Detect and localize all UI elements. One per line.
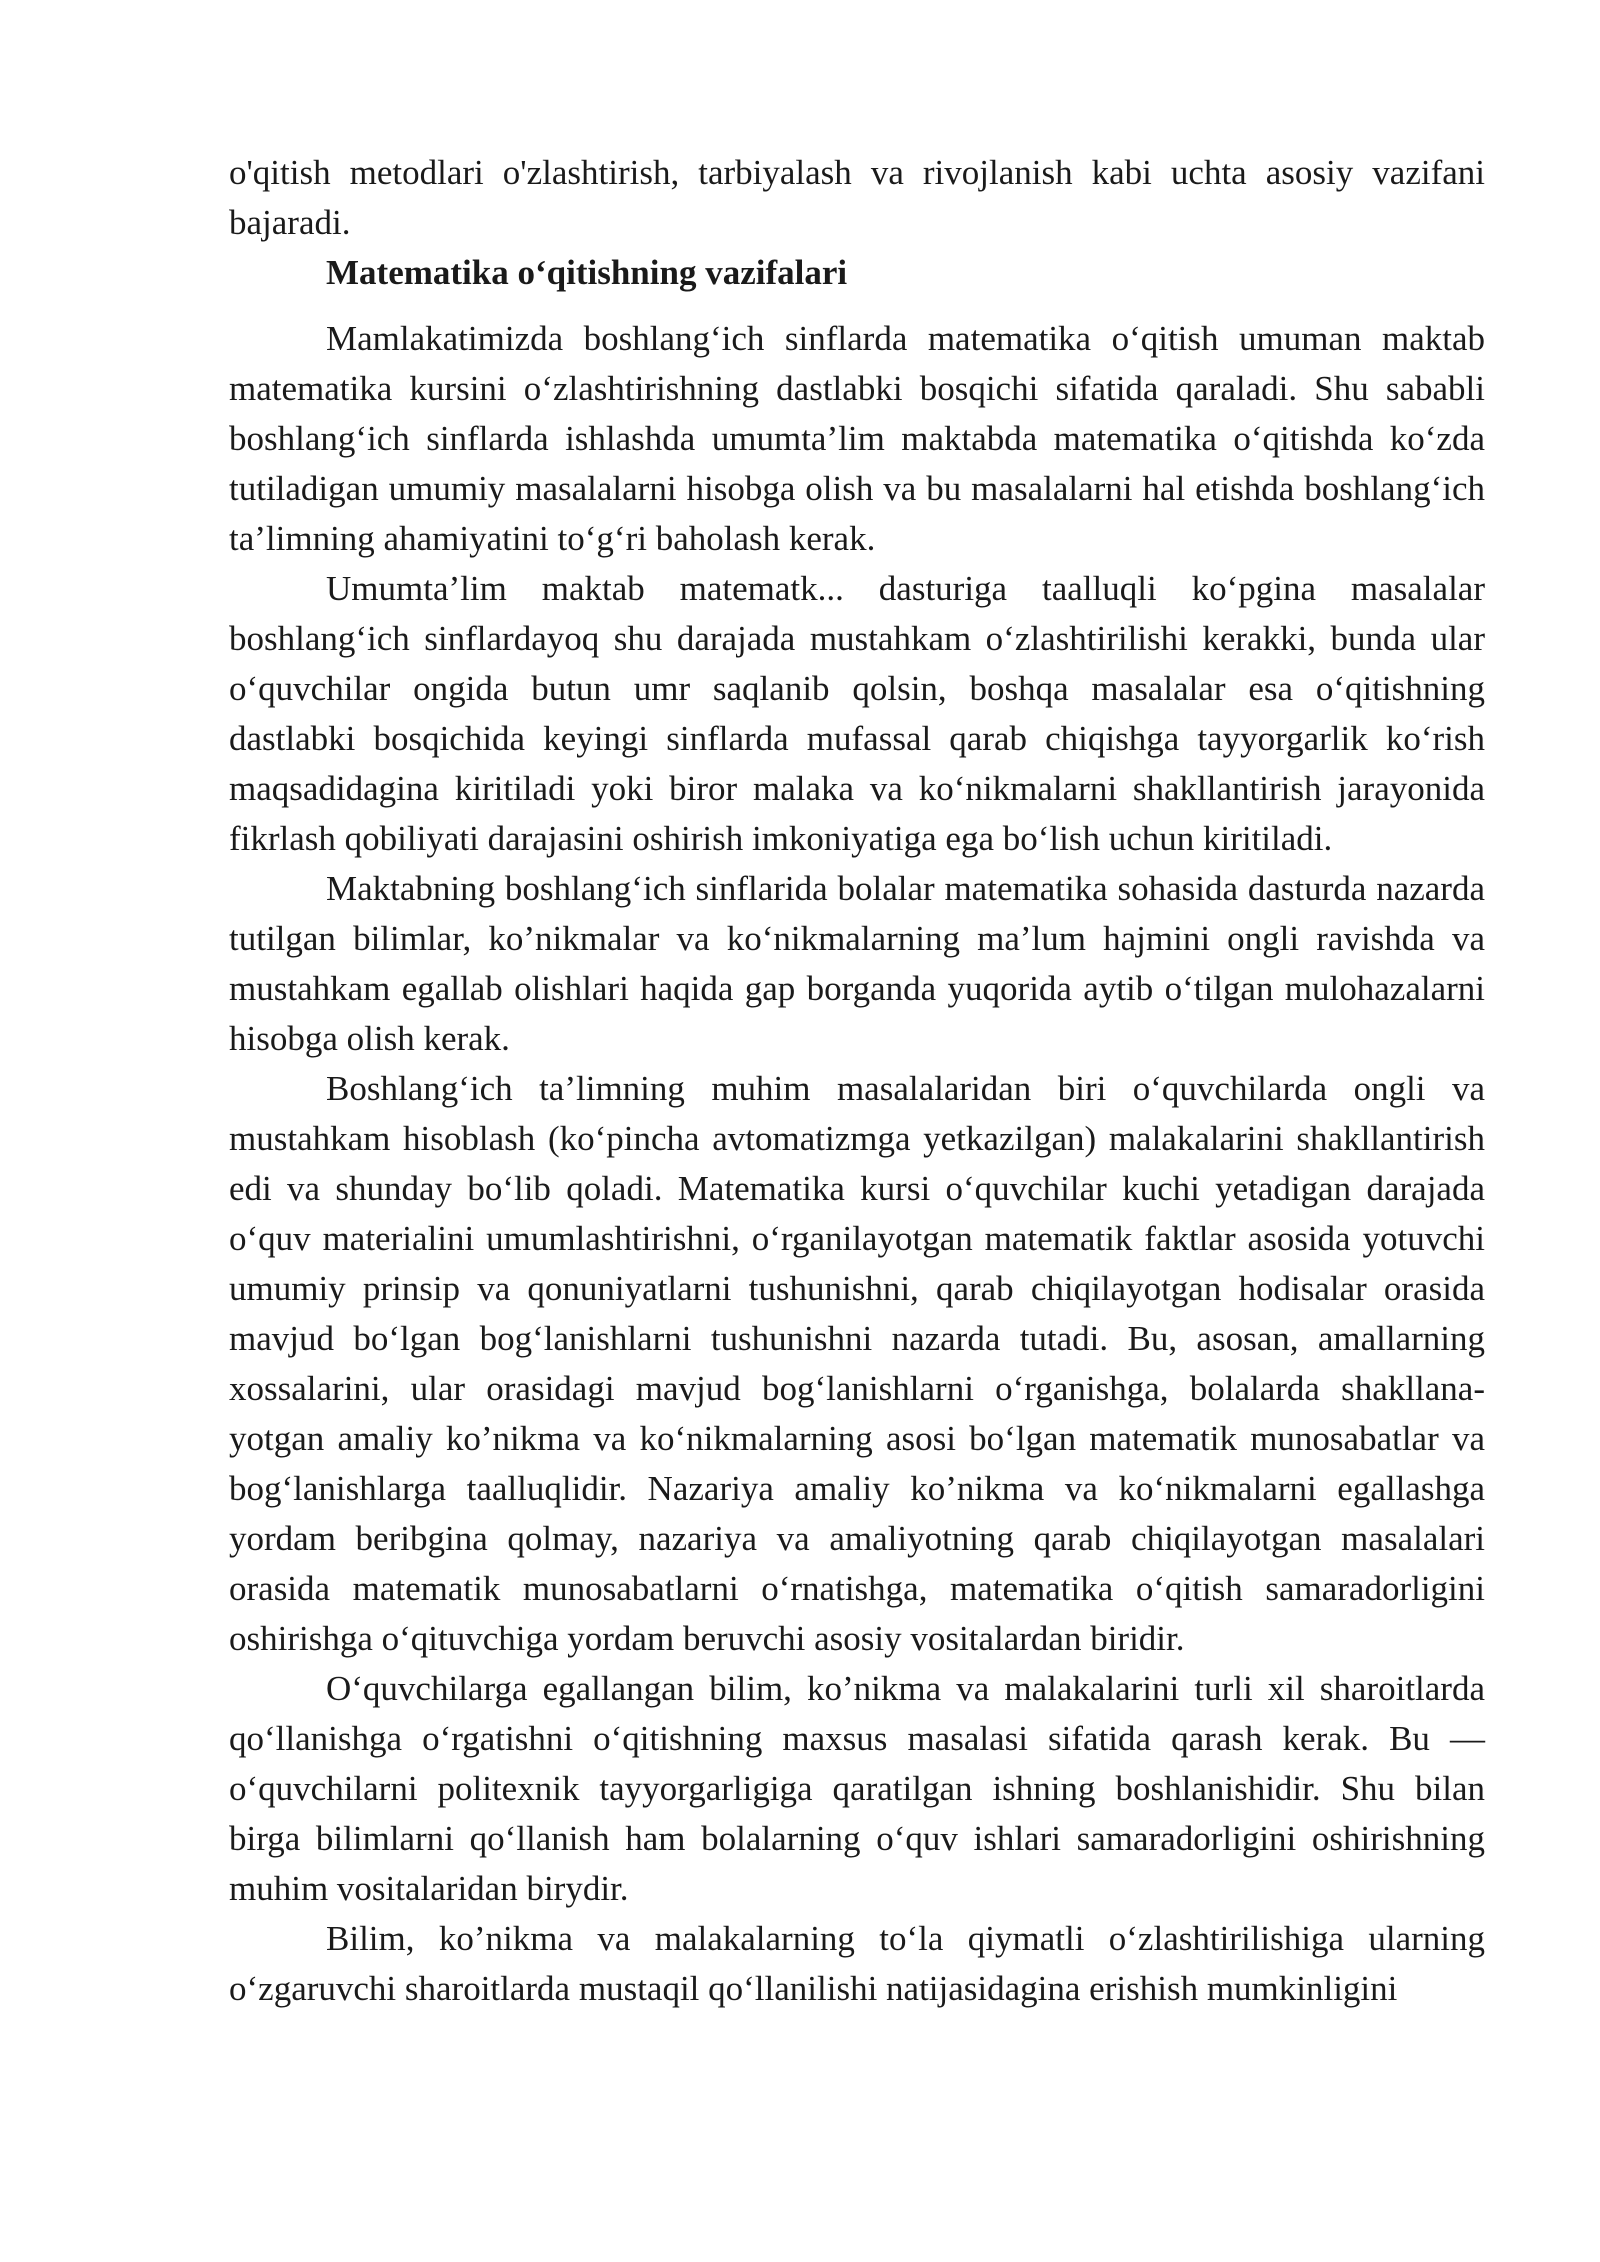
section-heading: Matematika o‘qitishning vazifalari (326, 253, 848, 292)
paragraph-1: Mamlakatimizda boshlang‘ich sinflarda matematika o‘qitish umuman maktab matematika kursini o‘zlashtirishning dastlabki bosqichi sifatida qaraladi. Shu sababli boshlang‘ich sinflarda ishlashda umumta’lim maktabda matematika o‘qitishda ko‘zda tutiladigan umumiy masalalarni hisobga olish va bu masalalarni hal etishda boshlang‘ich ta’limning ahamiyatini to‘g‘ri baholash kerak. (229, 319, 1485, 558)
paragraph-4: Boshlang‘ich ta’limning muhim masalalaridan biri o‘quvchilarda ongli va mustahkam hisoblash (ko‘pincha avtomatizmga yetkazilgan) malakalarini shakllantirish edi va shunday bo‘lib qoladi. Matematika kursi o‘quvchilar kuchi yetadigan darajada o‘quv materialini umumlashtirishni, o‘rganilayotgan matematik faktlar asosida yotuvchi umumiy prinsip va qonuniyatlarni tushunishni, qarab chiqilayotgan hodisalar orasida mavjud bo‘lgan bog‘lanishlarni tushunishni nazarda tutadi. Bu, asosan, amallarning xossalarini, ular orasidagi mavjud bog‘lanishlarni o‘rganishga, bolalarda shakllana- yotgan amaliy ko’nikma va ko‘nikmalarning asosi bo‘lgan matematik munosabatlar va bog‘lanishlarga taalluqlidir. Nazariya amaliy ko’nikma va ko‘nikmalarni egallashga yordam beribgina qolmay, nazariya va amaliyotning qarab chiqilayotgan masalalari orasida matematik munosabatlarni o‘rnatishga, matematika o‘qitish samaradorligini oshirishga o‘qituvchiga yordam beruvchi asosiy vositalardan biridir. (229, 1069, 1485, 1658)
paragraph-6: Bilim, ko’nikma va malakalarning to‘la qiymatli o‘zlashtirilishiga ularning o‘zgaruvchi sharoitlarda mustaqil qo‘llanilishi natijasidagina erishish mumkinligini (229, 1919, 1485, 2008)
paragraph-3: Maktabning boshlang‘ich sinflarida bolalar matematika sohasida dasturda nazarda tutilgan bilimlar, ko’nikmalar va ko‘nikmalarning ma’lum hajmini ongli ravishda va mustahkam egallab olishlari haqida gap borganda yuqorida aytib o‘tilgan mulohazalarni hisobga olish kerak. (229, 869, 1485, 1058)
paragraph-intro: o'qitish metodlari o'zlashtirish, tarbiyalash va rivojlanish kabi uchta asosiy vazifani bajaradi. (229, 153, 1485, 242)
paragraph-5: O‘quvchilarga egallangan bilim, ko’nikma va malakalarini turli xil sharoitlarda qo‘llanishga o‘rgatishni o‘qitishning maxsus masalasi sifatida qarash kerak. Bu — o‘quvchilarni politexnik tayyorgarligiga qaratilgan ishning boshlanishidir. Shu bilan birga bilimlarni qo‘llanish ham bolalarning o‘quv ishlari samaradorligini oshirishning muhim vositalaridan birydir. (229, 1669, 1485, 1908)
paragraph-2: Umumta’lim maktab matematk... dasturiga taalluqli ko‘pgina masalalar boshlang‘ich sinflardayoq shu darajada mustahkam o‘zlashtirilishi kerakki, bunda ular o‘quvchilar ongida butun umr saqlanib qolsin, boshqa masalalar esa o‘qitishning dastlabki bosqichida keyingi sinflarda mufassal qarab chiqishga tayyorgarlik ko‘rish maqsadidagina kiritiladi yoki biror malaka va ko‘nikmalarni shakllantirish jarayonida fikrlash qobiliyati darajasini oshirish imkoniyatiga ega bo‘lish uchun kiritiladi. (229, 569, 1485, 858)
document-page (229, 148, 1485, 2014)
